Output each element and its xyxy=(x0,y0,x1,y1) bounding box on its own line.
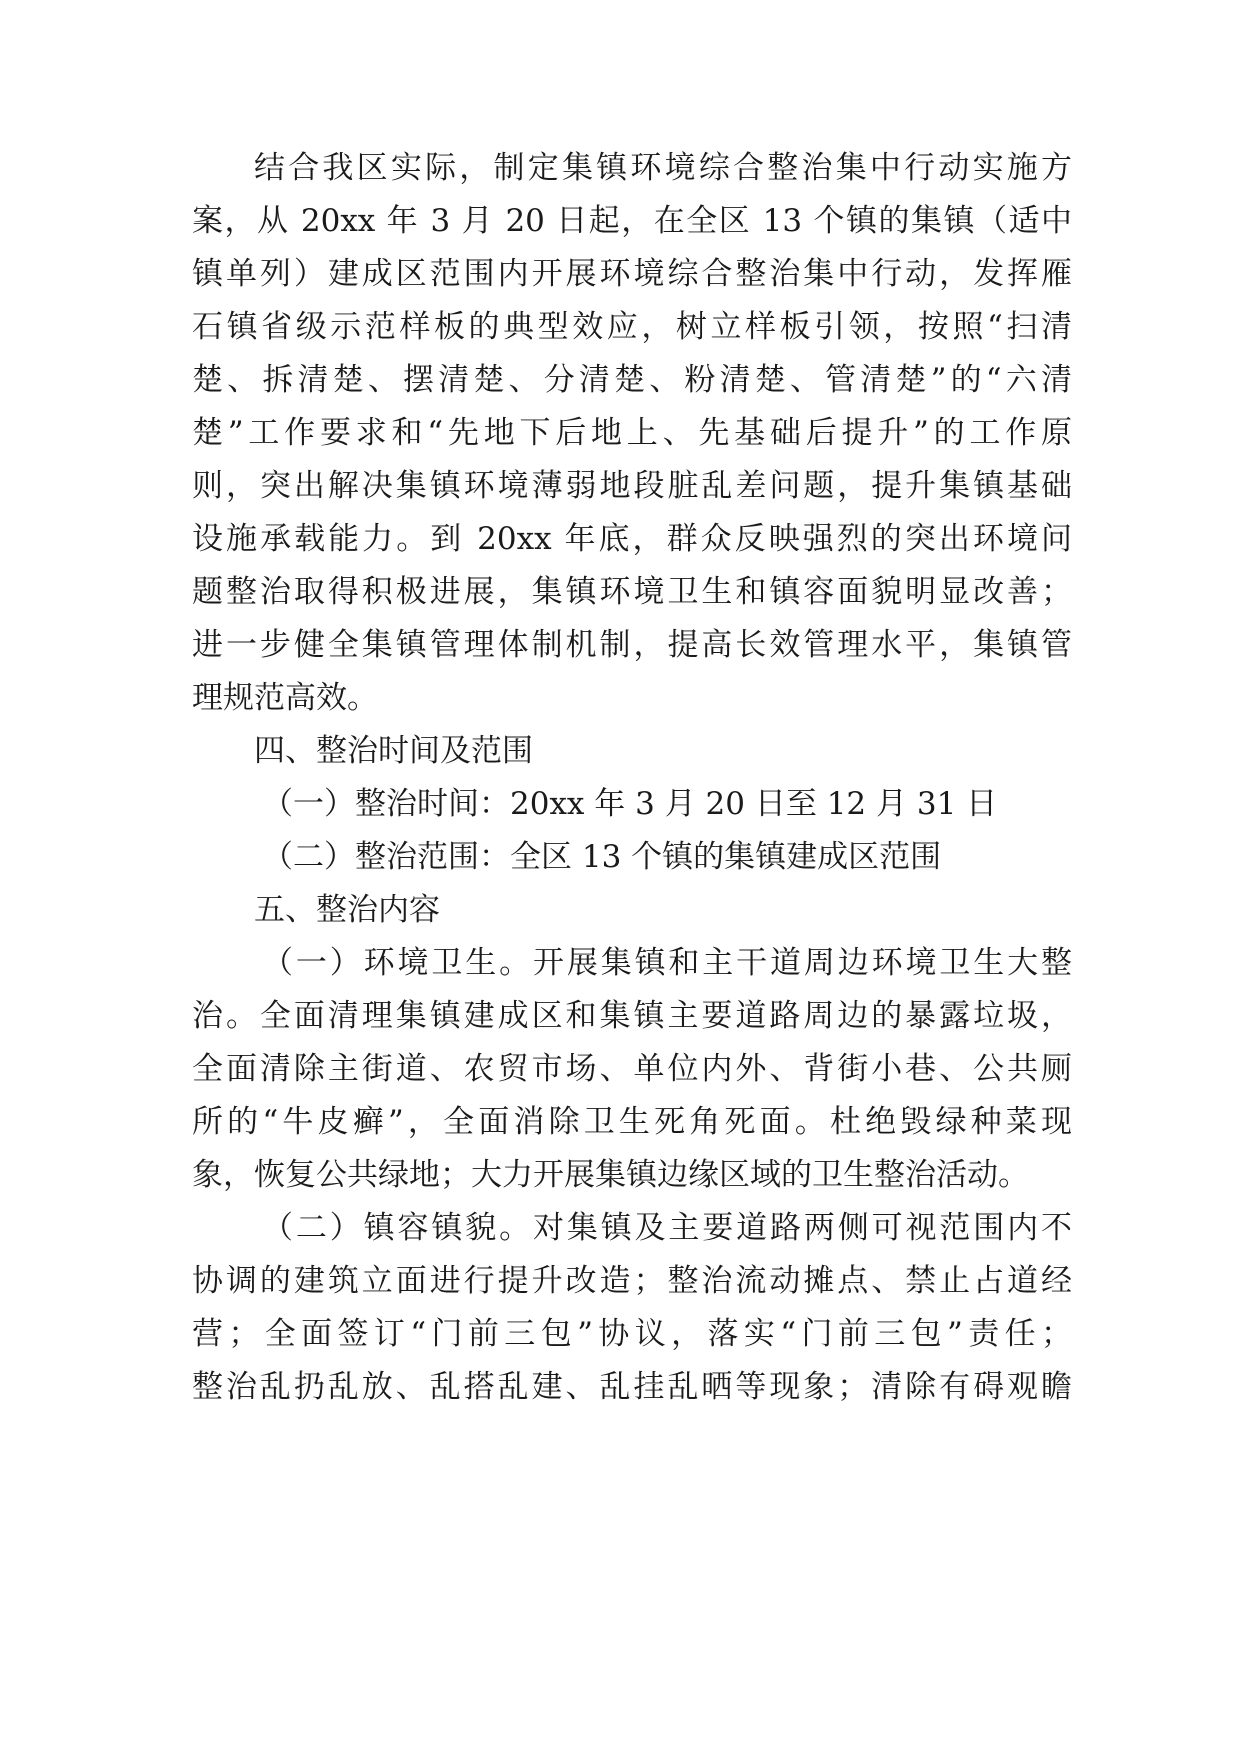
paragraph-line: 进一步健全集镇管理体制机制，提高长效管理水平，集镇管 xyxy=(192,627,1072,663)
paragraph-line: 题整治取得积极进展，集镇环境卫生和镇容面貌明显改善； xyxy=(192,574,1072,610)
paragraph-line: 协调的建筑立面进行提升改造；整治流动摊点、禁止占道经 xyxy=(192,1263,1072,1299)
paragraph-line: 则，突出解决集镇环境薄弱地段脏乱差问题，提升集镇基础 xyxy=(192,468,1072,504)
section-heading: 五、整治内容 xyxy=(254,892,440,928)
paragraph-line: 案，从 20xx 年 3 月 20 日起，在全区 13 个镇的集镇（适中 xyxy=(192,203,1072,239)
paragraph-line: （一）环境卫生。开展集镇和主干道周边环境卫生大整 xyxy=(262,945,1072,981)
paragraph-line: 象，恢复公共绿地；大力开展集镇边缘区域的卫生整治活动。 xyxy=(192,1157,1029,1193)
paragraph-line: 设施承载能力。到 20xx 年底，群众反映强烈的突出环境问 xyxy=(192,521,1072,557)
paragraph-line: 所的“牛皮癣”，全面消除卫生死角死面。杜绝毁绿种菜现 xyxy=(192,1104,1072,1140)
paragraph-line: 营；全面签订“门前三包”协议，落实“门前三包”责任； xyxy=(192,1316,1072,1352)
paragraph-line: 楚”工作要求和“先地下后地上、先基础后提升”的工作原 xyxy=(192,415,1072,451)
paragraph-line: 结合我区实际，制定集镇环境综合整治集中行动实施方 xyxy=(254,150,1072,186)
paragraph-line: 理规范高效。 xyxy=(192,680,378,716)
paragraph-line: 镇单列）建成区范围内开展环境综合整治集中行动，发挥雁 xyxy=(192,256,1072,292)
section-heading: 四、整治时间及范围 xyxy=(254,733,533,769)
paragraph-line: 石镇省级示范样板的典型效应，树立样板引领，按照“扫清 xyxy=(192,309,1072,345)
subsection-line: （二）整治范围：全区 13 个镇的集镇建成区范围 xyxy=(262,839,942,875)
subsection-line: （一）整治时间：20xx 年 3 月 20 日至 12 月 31 日 xyxy=(262,786,998,822)
paragraph-line: 全面清除主街道、农贸市场、单位内外、背街小巷、公共厕 xyxy=(192,1051,1072,1087)
paragraph-line: 楚、拆清楚、摆清楚、分清楚、粉清楚、管清楚”的“六清 xyxy=(192,362,1072,398)
paragraph-line: （二）镇容镇貌。对集镇及主要道路两侧可视范围内不 xyxy=(262,1210,1072,1246)
paragraph-line: 治。全面清理集镇建成区和集镇主要道路周边的暴露垃圾， xyxy=(192,998,1072,1034)
paragraph-line: 整治乱扔乱放、乱搭乱建、乱挂乱晒等现象；清除有碍观瞻 xyxy=(192,1369,1072,1405)
